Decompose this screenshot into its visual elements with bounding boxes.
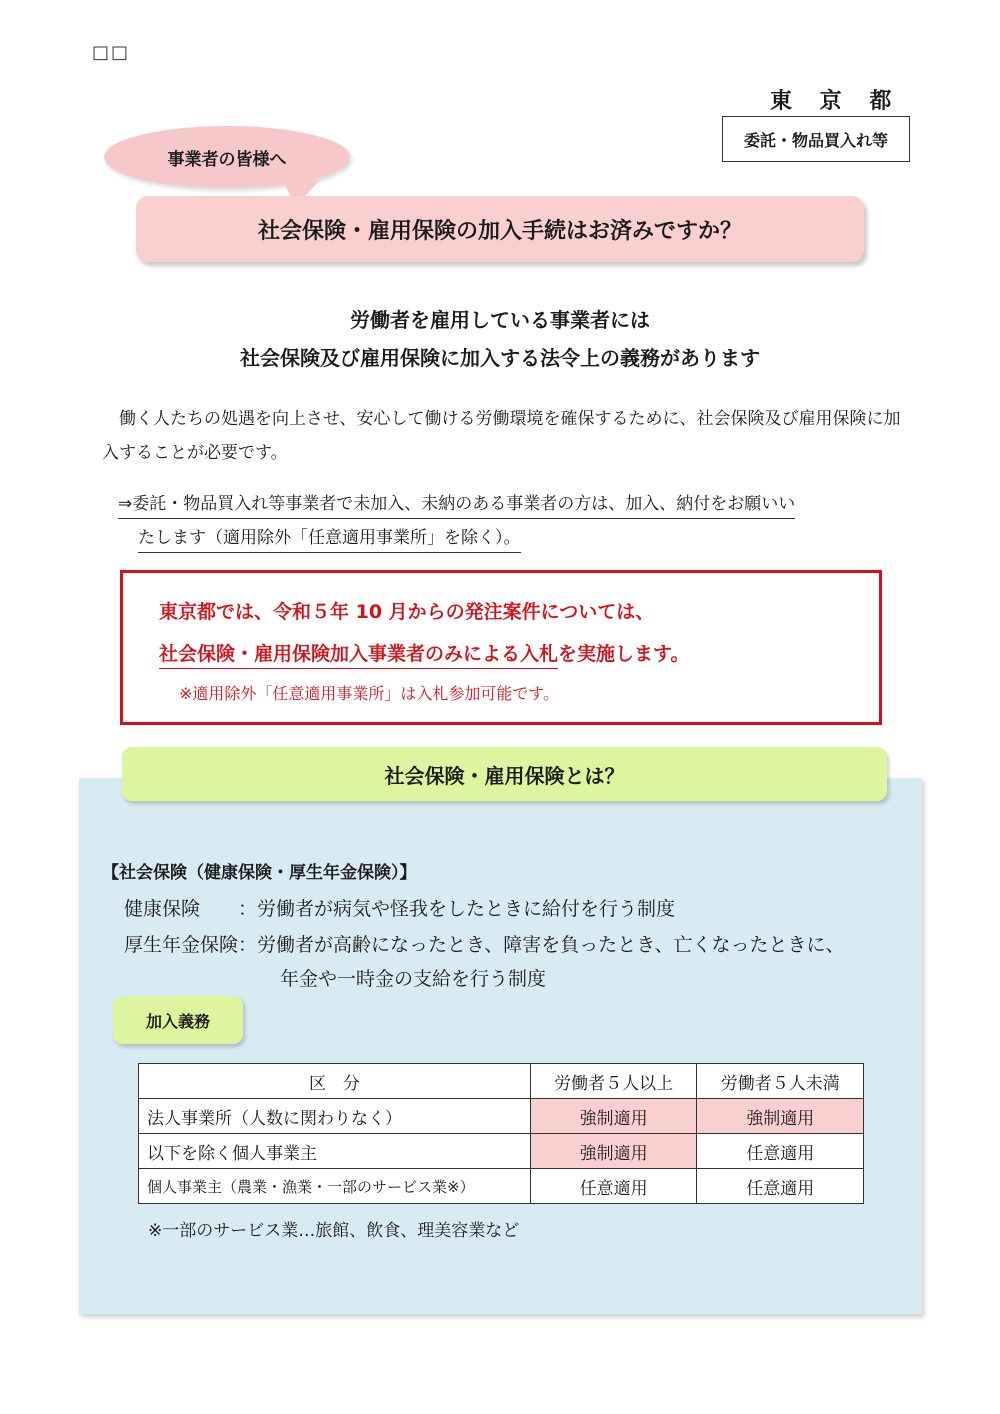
row-label: 以下を除く個人事業主 xyxy=(139,1134,531,1169)
body-paragraph: 働く人たちの処遇を向上させ、安心して働ける労働環境を確保するために、社会保険及び雇用保険に加入することが必要です。 xyxy=(102,409,901,463)
headline-banner: 社会保険・雇用保険の加入手続はお済みですか？ xyxy=(136,196,864,262)
table-row xyxy=(139,1099,864,1134)
alert-box xyxy=(120,570,882,725)
pension-term: 厚生年金保険： xyxy=(124,934,258,956)
page-marker: □□ xyxy=(92,42,131,63)
request-note-text-1: ⇒委託・物品買入れ等事業者で未加入、未納のある事業者の方は、加入、納付をお願いい xyxy=(118,494,795,519)
cell-value: 任意適用 xyxy=(697,1169,864,1204)
category-box: 委託・物品買入れ等 xyxy=(722,116,910,162)
request-note-line-2 xyxy=(138,522,521,554)
header-under-5: 労働者５人未満 xyxy=(697,1064,864,1099)
organization-name: 東 京 都 xyxy=(770,89,902,114)
table-row xyxy=(139,1134,864,1169)
lead-line-1: 労働者を雇用している事業者には xyxy=(350,308,650,332)
insurance-title: 【社会保険（健康保険・厚生年金保険）】 xyxy=(102,863,417,883)
table-row xyxy=(139,1169,864,1204)
health-insurance-desc: 労働者が病気や怪我をしたときに給付を行う制度 xyxy=(257,898,676,920)
pension-row xyxy=(124,930,845,957)
health-insurance-row xyxy=(124,894,675,921)
health-insurance-term: 健康保険 ： xyxy=(124,898,258,920)
pension-continuation: 年金や一時金の支給を行う制度 xyxy=(280,968,547,990)
request-note-line-1 xyxy=(118,488,795,520)
alert-line-1: 東京都では、令和５年 10 月からの発注案件については、 xyxy=(159,601,655,623)
cell-value: 強制適用 xyxy=(697,1099,864,1134)
duty-table xyxy=(138,1063,864,1204)
alert-note: ※適用除外「任意適用事業所」は入札参加可能です。 xyxy=(179,684,560,703)
cell-value: 任意適用 xyxy=(697,1134,864,1169)
header-category: 区 分 xyxy=(139,1064,531,1099)
alert-underlined-text: 社会保険・雇用保険加入事業者のみによる入札 xyxy=(159,643,558,669)
greeting-bubble: 事業者の皆様へ xyxy=(104,126,350,188)
duty-label: 加入義務 xyxy=(113,996,243,1044)
request-note-text-2: たします（適用除外「任意適用事業所」を除く）。 xyxy=(138,528,521,553)
alert-line-2-rest: を実施します。 xyxy=(558,643,690,665)
alert-line-2 xyxy=(159,639,690,666)
row-label: 個人事業主（農業・漁業・一部のサービス業※） xyxy=(139,1169,531,1204)
footnote: ※一部のサービス業…旅館、飲食、理美容業など xyxy=(148,1221,520,1241)
cell-value: 任意適用 xyxy=(530,1169,697,1204)
section-title: 社会保険・雇用保険とは？ xyxy=(122,747,887,801)
row-label: 法人事業所（人数に関わりなく） xyxy=(139,1099,531,1134)
lead-line-2: 社会保険及び雇用保険に加入する法令上の義務があります xyxy=(240,346,760,370)
table-header-row xyxy=(139,1064,864,1099)
header-5-or-more: 労働者５人以上 xyxy=(530,1064,697,1099)
pension-desc: 労働者が高齢になったとき、障害を負ったとき、亡くなったときに、 xyxy=(257,934,845,956)
cell-value: 強制適用 xyxy=(530,1099,697,1134)
cell-value: 強制適用 xyxy=(530,1134,697,1169)
